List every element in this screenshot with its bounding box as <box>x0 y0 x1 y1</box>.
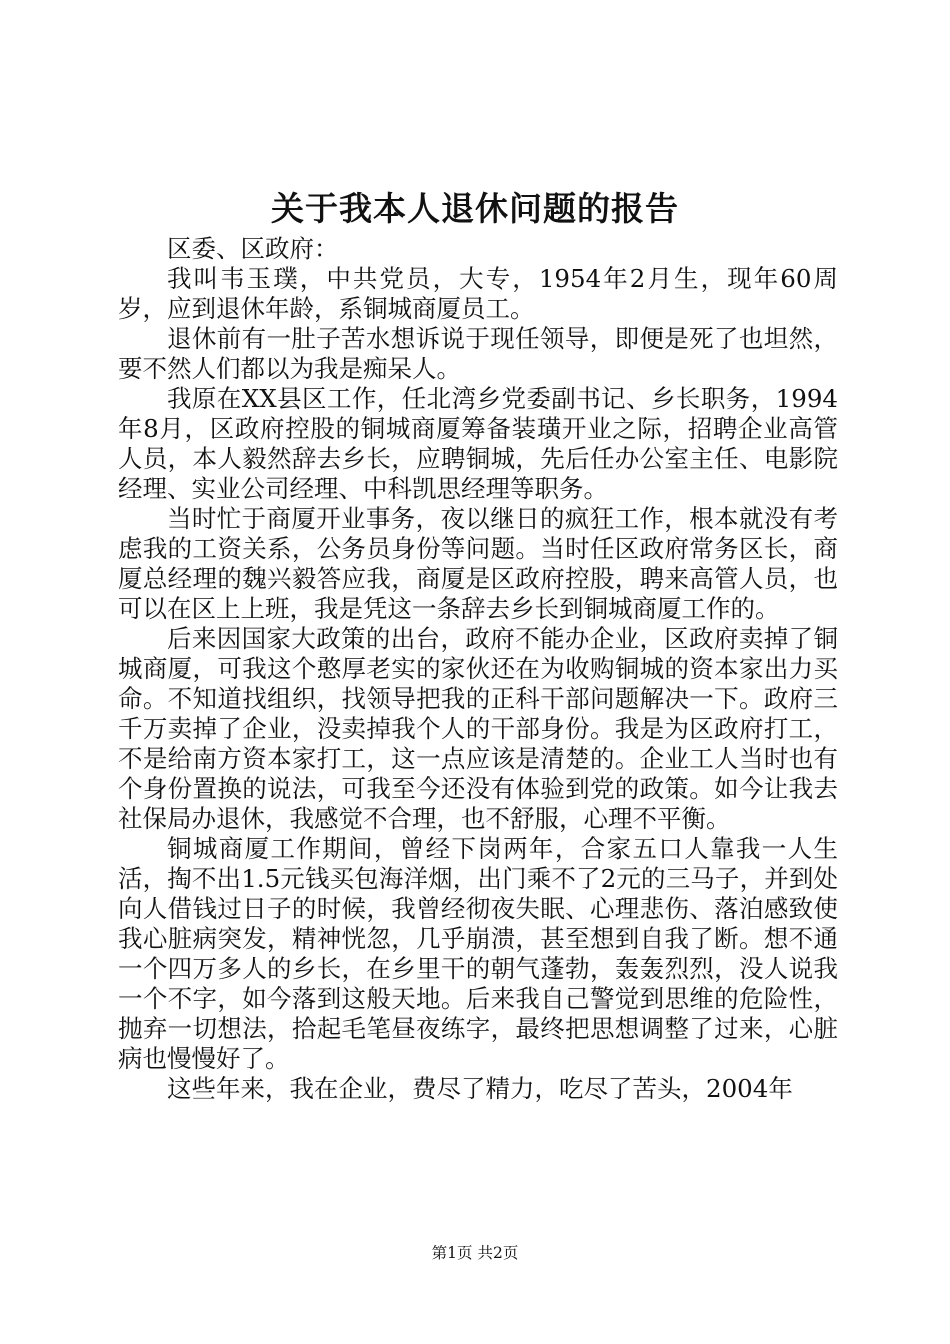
paragraph: 我叫韦玉璞，中共党员，大专，1954年2月生，现年60周岁，应到退休年龄，系铜城商厦员工。 <box>118 264 838 323</box>
paragraph: 铜城商厦工作期间，曾经下岗两年，合家五口人靠我一人生活，掏不出1.5元钱买包海洋烟，出门乘不了2元的三马子，并到处向人借钱过日子的时候，我曾经彻夜失眠、心理悲伤、落泊感致使我心脏病突发，精神恍忽，几乎崩溃，甚至想到自我了断。想不通一个四万多人的乡长，在乡里干的朝气蓬勃，轰轰烈烈，没人说我一个不字，如今落到这般天地。后来我自己警觉到思维的危险性，抛弃一切想法，拾起毛笔昼夜练字，最终把思想调整了过来，心脏病也慢慢好了。 <box>118 834 838 1073</box>
salutation: 区委、区政府： <box>167 234 339 263</box>
paragraph: 退休前有一肚子苦水想诉说于现任领导，即便是死了也坦然，要不然人们都以为我是痴呆人。 <box>118 324 838 383</box>
document-title: 关于我本人退休问题的报告 <box>271 189 679 228</box>
paragraph: 当时忙于商厦开业事务，夜以继日的疯狂工作，根本就没有考虑我的工资关系，公务员身份等问题。当时任区政府常务区长，商厦总经理的魏兴毅答应我，商厦是区政府控股，聘来高管人员，也可以在区上上班，我是凭这一条辞去乡长到铜城商厦工作的。 <box>118 504 838 623</box>
paragraph: 这些年来，我在企业，费尽了精力，吃尽了苦头，2004年 <box>167 1074 793 1103</box>
document-body <box>118 234 838 1104</box>
page-footer: 第1页 共2页 <box>431 1244 519 1262</box>
paragraph: 我原在XX县区工作，任北湾乡党委副书记、乡长职务，1994年8月，区政府控股的铜城商厦筹备装璜开业之际，招聘企业高管人员，本人毅然辞去乡长，应聘铜城，先后任办公室主任、电影院经理、实业公司经理、中科凯思经理等职务。 <box>118 384 838 503</box>
paragraph: 后来因国家大政策的出台，政府不能办企业，区政府卖掉了铜城商厦，可我这个憨厚老实的家伙还在为收购铜城的资本家出力买命。不知道找组织，找领导把我的正科干部问题解决一下。政府三千万卖掉了企业，没卖掉我个人的干部身份。我是为区政府打工，不是给南方资本家打工，这一点应该是清楚的。企业工人当时也有个身份置换的说法，可我至今还没有体验到党的政策。如今让我去社保局办退休，我感觉不合理，也不舒服，心理不平衡。 <box>118 624 838 833</box>
